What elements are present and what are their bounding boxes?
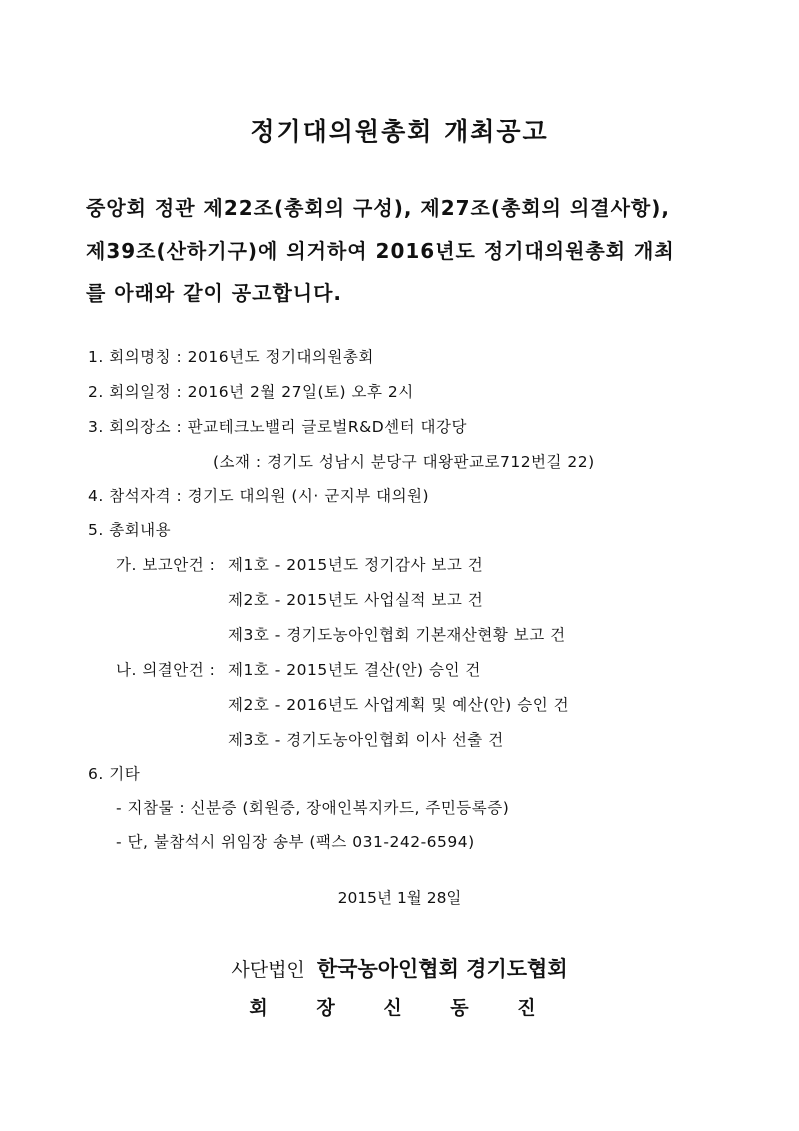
item-other: 6. 기타	[88, 765, 141, 783]
org-name: 한국농아인협회 경기도협회	[316, 957, 568, 981]
resolution-agenda-label: 나. 의결안건 :	[116, 661, 216, 679]
item-meeting-date: 2. 회의일정 : 2016년 2월 27일(토) 오후 2시	[88, 383, 414, 401]
chairman: 회 장 신 동 진	[249, 997, 550, 1019]
item-meeting-address: (소재 : 경기도 성남시 분당구 대왕판교로712번길 22)	[213, 453, 595, 471]
report-agenda-label: 가. 보고안건 :	[116, 556, 216, 574]
item-meeting-name: 1. 회의명칭 : 2016년도 정기대의원총회	[88, 348, 374, 366]
item-other-bring: - 지참물 : 신분증 (회원증, 장애인복지카드, 주민등록증)	[116, 799, 510, 817]
resolution-agenda-3: 제3호 - 경기도농아인협회 이사 선출 건	[228, 731, 504, 749]
report-agenda-3: 제3호 - 경기도농아인협회 기본재산현황 보고 건	[228, 626, 566, 644]
item-other-proxy: - 단, 불참석시 위임장 송부 (팩스 031-242-6594)	[116, 833, 475, 851]
item-agenda-heading: 5. 총회내용	[88, 521, 172, 539]
notice-date: 2015년 1월 28일	[337, 889, 462, 907]
org-prefix: 사단법인	[231, 959, 305, 981]
document-title: 정기대의원총회 개최공고	[250, 117, 549, 146]
report-agenda-1: 제1호 - 2015년도 정기감사 보고 건	[228, 556, 484, 574]
intro-line-3: 를 아래와 같이 공고합니다.	[86, 281, 343, 305]
report-agenda-2: 제2호 - 2015년도 사업실적 보고 건	[228, 591, 484, 609]
organization	[0, 953, 799, 983]
resolution-agenda-2: 제2호 - 2016년도 사업계획 및 예산(안) 승인 건	[228, 696, 570, 714]
intro-line-2: 제39조(산하기구)에 의거하여 2016년도 정기대의원총회 개최	[86, 239, 675, 263]
item-meeting-place: 3. 회의장소 : 판교테크노밸리 글로벌R&D센터 대강당	[88, 418, 467, 436]
item-eligibility: 4. 참석자격 : 경기도 대의원 (시· 군지부 대의원)	[88, 487, 430, 505]
resolution-agenda-1: 제1호 - 2015년도 결산(안) 승인 건	[228, 661, 481, 679]
intro-line-1: 중앙회 정관 제22조(총회의 구성), 제27조(총회의 의결사항),	[86, 196, 670, 220]
